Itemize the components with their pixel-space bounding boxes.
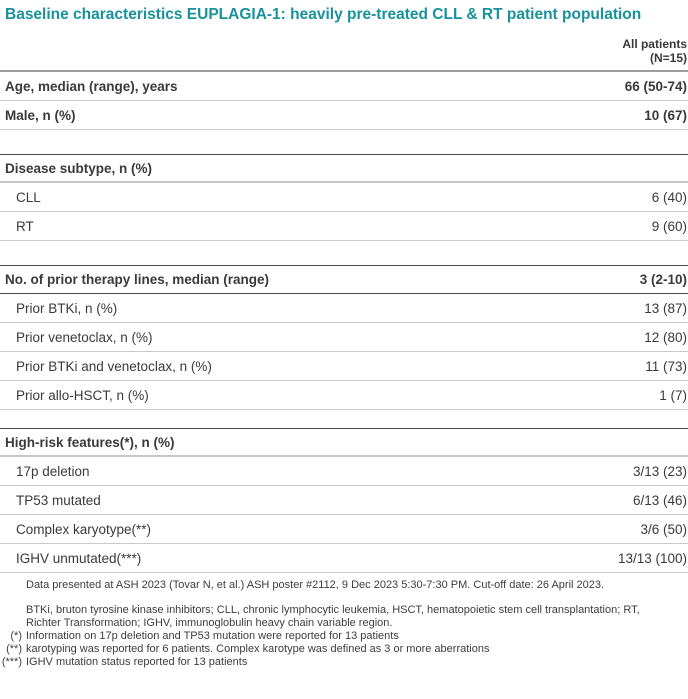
row-label: RT xyxy=(16,218,34,234)
row-value: 1 (7) xyxy=(659,387,687,403)
footnote xyxy=(0,630,688,643)
footnote-text: IGHV mutation status reported for 13 patients xyxy=(26,656,248,668)
row-value: 10 (67) xyxy=(644,107,687,123)
table-row xyxy=(0,544,688,573)
footnote-marker: (*) xyxy=(10,630,22,642)
footnote-marker: (**) xyxy=(6,643,22,655)
row-label: Prior BTKi, n (%) xyxy=(16,300,118,316)
row-value: 3/6 (50) xyxy=(640,521,687,537)
table-row xyxy=(0,294,688,323)
table-row xyxy=(0,486,688,515)
row-value: 3 (2-10) xyxy=(639,272,687,287)
table-section xyxy=(0,154,688,241)
table-row xyxy=(0,265,688,294)
table-section xyxy=(0,265,688,410)
table-body xyxy=(0,72,688,573)
footnote xyxy=(0,604,688,630)
table-row xyxy=(0,212,688,241)
footnote xyxy=(0,656,688,669)
row-label: Prior allo-HSCT, n (%) xyxy=(16,387,149,403)
table-row xyxy=(0,72,688,101)
row-label: IGHV unmutated(***) xyxy=(16,550,142,566)
table-row xyxy=(0,352,688,381)
row-label: CLL xyxy=(16,189,41,205)
row-value: 3/13 (23) xyxy=(632,463,687,479)
table-section xyxy=(0,72,688,130)
table-row xyxy=(0,515,688,544)
row-label: Age, median (range), years xyxy=(5,78,178,94)
footnote-marker: (***) xyxy=(1,656,22,668)
row-value: 6 (40) xyxy=(651,189,687,205)
column-header-line1: All patients xyxy=(622,37,687,51)
row-value: 6/13 (46) xyxy=(632,492,687,508)
table-row xyxy=(0,457,688,486)
table-row xyxy=(0,323,688,352)
row-value: 11 (73) xyxy=(645,358,687,374)
row-label: Male, n (%) xyxy=(5,107,76,123)
footnotes xyxy=(0,573,688,669)
column-header xyxy=(0,24,688,72)
table-row xyxy=(0,154,688,183)
footnote-text: karotyping was reported for 6 patients. Complex karotype was defined as 3 or more aberrations xyxy=(26,643,490,655)
table-row xyxy=(0,183,688,212)
row-label: TP53 mutated xyxy=(16,492,101,508)
table-row xyxy=(0,381,688,410)
row-label: Prior venetoclax, n (%) xyxy=(16,329,153,345)
table-row xyxy=(0,428,688,457)
row-label: Complex karyotype(**) xyxy=(16,521,152,537)
column-header-line2: (N=15) xyxy=(649,50,687,65)
row-label: Disease subtype, n (%) xyxy=(5,160,153,176)
row-value: 12 (80) xyxy=(644,329,687,345)
footnote xyxy=(0,643,688,656)
table-section xyxy=(0,428,688,573)
row-value: 9 (60) xyxy=(651,218,687,234)
row-value: 13 (87) xyxy=(644,300,687,316)
row-value: 66 (50-74) xyxy=(624,78,687,94)
table-row xyxy=(0,101,688,130)
row-label: Prior BTKi and venetoclax, n (%) xyxy=(16,358,212,374)
page-title: Baseline characteristics EUPLAGIA-1: heavily pre-treated CLL & RT patient population xyxy=(5,6,642,23)
row-label: 17p deletion xyxy=(16,463,90,479)
footnote xyxy=(0,579,688,592)
footnote-text: BTKi, bruton tyrosine kinase inhibitors; CLL, chronic lymphocytic leukemia, HSCT, hematopoietic stem cell transplantation; RT, Richter Transformation; IGHV, immunoglobulin heavy chain variable region. xyxy=(26,604,640,629)
row-value: 13/13 (100) xyxy=(617,550,687,566)
row-label: High-risk features(*), n (%) xyxy=(5,434,175,450)
footnote-text: Information on 17p deletion and TP53 mutation were reported for 13 patients xyxy=(26,630,399,642)
row-label: No. of prior therapy lines, median (range) xyxy=(5,272,270,287)
footnote-text: Data presented at ASH 2023 (Tovar N, et al.) ASH poster #2112, 9 Dec 2023 5:30-7:30 PM. Cut-off date: 26 April 2023. xyxy=(26,579,605,591)
